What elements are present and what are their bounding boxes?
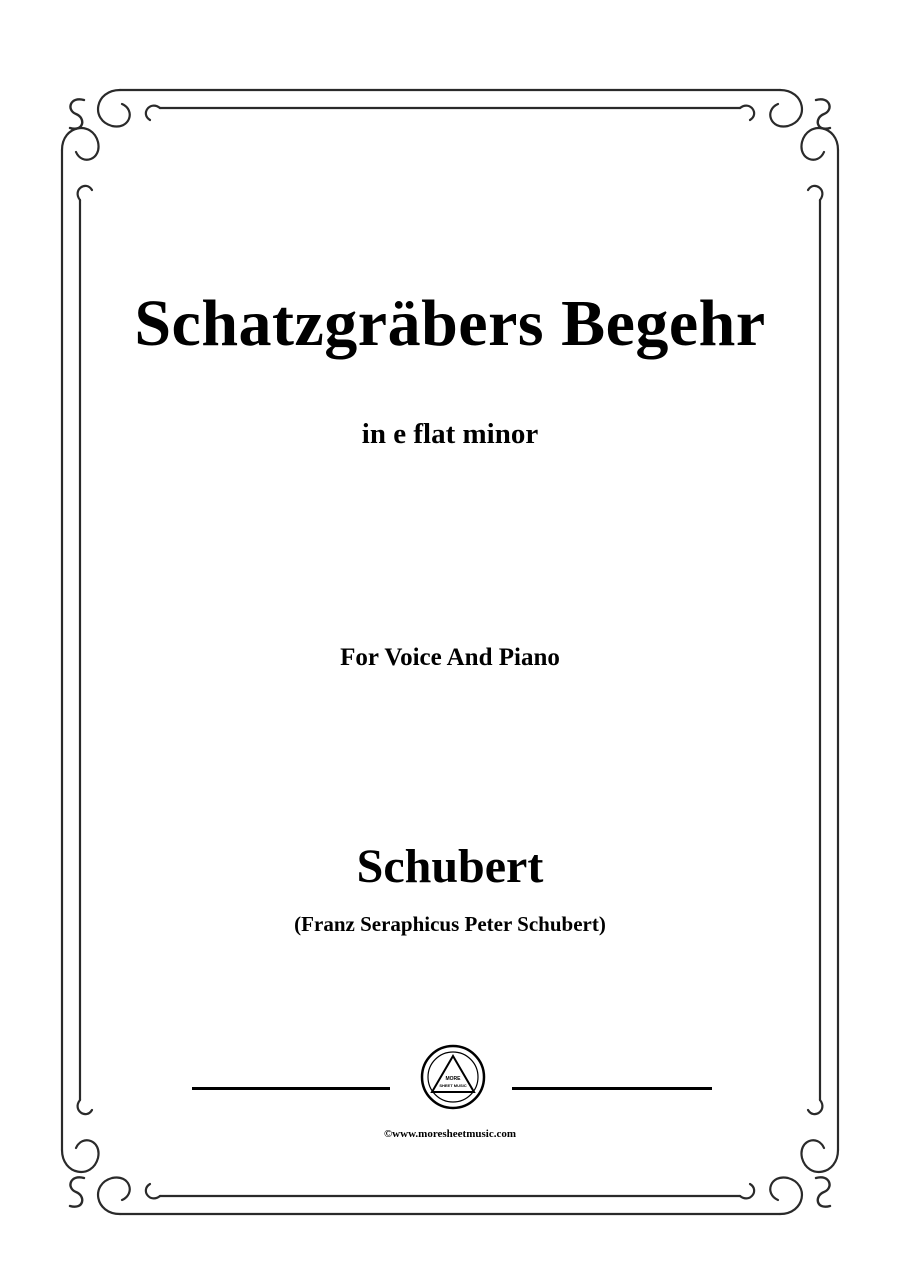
score-instrumentation: For Voice And Piano (340, 644, 560, 671)
score-key: in e flat minor (361, 418, 539, 450)
publisher-logo (418, 1042, 488, 1112)
score-title: Schatzgräbers Begehr (134, 287, 766, 360)
svg-text:MORE: MORE (445, 1076, 461, 1082)
copyright-notice: ©www.moresheetmusic.com (383, 1128, 517, 1140)
divider-left (192, 1087, 390, 1090)
composer-full-name: (Franz Seraphicus Peter Schubert) (294, 912, 606, 936)
divider-right (512, 1087, 712, 1090)
svg-text:SHEET MUSIC: SHEET MUSIC (439, 1083, 467, 1088)
composer-name: Schubert (356, 840, 544, 893)
